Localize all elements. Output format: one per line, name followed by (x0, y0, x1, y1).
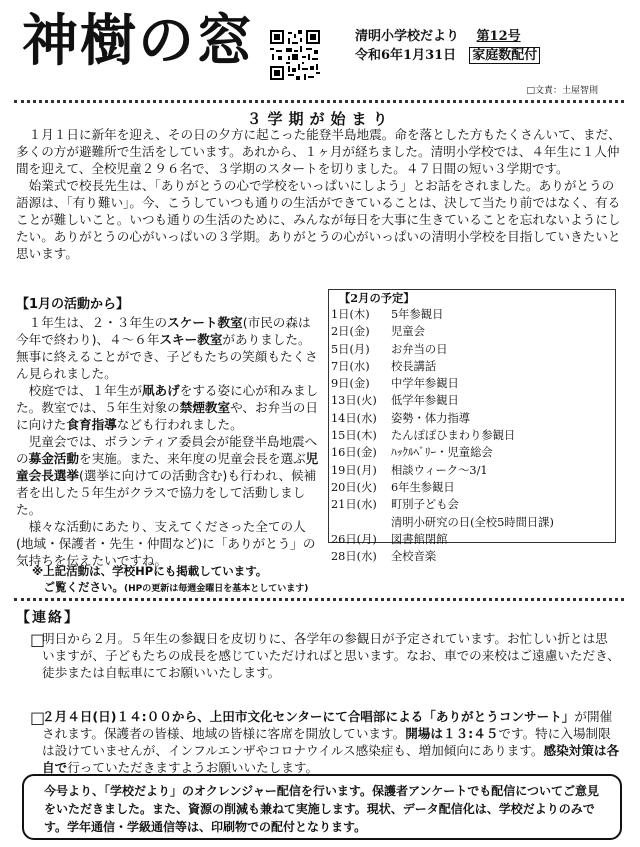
schedule-item (329, 358, 615, 375)
schedule-event: ﾊｯｸﾙﾍﾞﾘｰ・児童総会 (391, 446, 493, 460)
schedule-event: 相談ウィーク～3/1 (391, 463, 488, 477)
schedule-date: 20日(火) (331, 480, 377, 494)
schedule-event: 5年参観日 (391, 308, 444, 321)
schedule-date: 1日(木) (331, 308, 370, 321)
schedule-item (329, 323, 615, 340)
divider (14, 100, 624, 103)
divider (14, 598, 624, 601)
schedule-item (329, 392, 615, 409)
schedule-item (329, 479, 615, 496)
schedule-date: 13日(火) (331, 394, 377, 408)
renraku-item (30, 630, 620, 681)
schedule-event: 清明小研究の日(全校5時間日課) (391, 515, 554, 529)
schedule-date (329, 514, 391, 531)
schedule-date: 26日(月) (331, 532, 377, 546)
schedule-event: 児童会 (391, 325, 425, 339)
issue-info (355, 27, 583, 65)
schedule-event: たんぽぽひまわり参観日 (391, 429, 516, 443)
schedule-event: 全校音楽 (391, 550, 437, 564)
schedule-date: 28日(水) (331, 550, 377, 564)
schedule-event: 校長講話 (391, 359, 437, 373)
article-body (16, 126, 626, 262)
schedule-item (329, 427, 615, 444)
activities-heading: 【1月の活動から】 (16, 297, 130, 312)
author-credit: □文責：土屋智則 (526, 86, 598, 96)
schedule-event: 低学年参観日 (391, 394, 459, 408)
delivery-notice-box (22, 774, 622, 840)
schedule-item (329, 548, 615, 565)
activities-paragraph: １年生は、２・３年生のスケート教室(市民の森は今年で終わり)、４～６年スキー教室がありました。無事に終えることができ、子どもたちの笑顔もたくさん見られました。 (16, 315, 318, 381)
schedule-event: 中学年参観日 (391, 377, 459, 391)
issue-date: 令和6年1月31日 (355, 48, 457, 63)
schedule-event: 姿勢・体力指導 (391, 411, 471, 425)
article-heading: ３学期が始まり (246, 110, 394, 128)
renraku-text: ２月４日(日)１４:００から、上田市文化センターにて合唱部による「ありがとうコンサート」が開催されます。保護者の皆様、地域の皆様に客席を開放しています。開場は１３:４５です。特に入場制限は設けていませんが、インフルエンザやコロナウイルス感染症も、増加傾向にあります。感染対策は各自で行っていただきますようお願いいたします。 (42, 709, 620, 775)
schedule-date: 5日(月) (331, 342, 370, 356)
schedule-date: 14日(水) (331, 411, 377, 425)
schedule-date: 7日(水) (331, 359, 370, 373)
article-paragraph: 始業式で校長先生は、「ありがとうの心で学校をいっぱいにしよう」とお話をされました。ありがとうの語源は、「有り難い」。今、こうしていつも通りの生活ができていることは、決して当たり前ではなく、有ることが難しいこと。いつも通りの生活のために、みんなが毎日を大事に生きていることを忘れないようにしたい。ありがとうの心がいっぱいの３学期。ありがとうの心がいっぱいの清明小学校を目指していきたいと思います。 (16, 178, 621, 261)
february-schedule (328, 289, 616, 564)
renraku-item (30, 708, 620, 776)
school-name: 清明小学校だより (355, 29, 460, 44)
schedule-item (329, 444, 615, 461)
distribution-label: 家庭数配付 (469, 47, 540, 64)
schedule-title: 【2月の予定】 (339, 291, 415, 305)
activities-paragraph: 様々な活動にあたり、支えてくださった全ての人(地域・保護者・先生・仲間など)に「ありがとう」の気持ちを伝えたいですね。 (16, 519, 316, 568)
renraku-text: 明日から２月。５年生の参観日を皮切りに、各学年の参観日が予定されています。お忙しい折とは思いますが、子どもたちの成長を感じていただければと思います。なお、車での来校はご遠慮いただき、徒歩または自転車にてお願いいたします。 (42, 631, 620, 680)
schedule-item (329, 531, 615, 548)
hp-note-line: ご覧ください。(HPの更新は毎週金曜日を基本としています) (43, 580, 309, 594)
schedule-date: 21日(水) (331, 498, 377, 512)
schedule-item (329, 462, 615, 479)
schedule-item (329, 496, 615, 513)
schedule-item (329, 410, 615, 427)
schedule-event: 町別子ども会 (391, 498, 459, 512)
schedule-date: 9日(金) (331, 377, 370, 391)
activities-section (16, 293, 321, 569)
activities-paragraph: 校庭では、１年生が凧あげをする姿に心が和みました。教室では、５年生対象の禁煙教室や、お弁当の日に向けた食育指導なども行われました。 (16, 383, 319, 432)
schedule-date: 15日(木) (331, 429, 377, 443)
checkbox-bullet-icon: □ (30, 630, 46, 649)
schedule-date: 19日(月) (331, 463, 377, 477)
schedule-event: 6年生参観日 (391, 480, 455, 494)
hp-note (32, 563, 308, 597)
schedule-event: お弁当の日 (391, 342, 448, 356)
renraku-heading: 【連絡】 (16, 610, 80, 626)
schedule-date: 2日(金) (331, 325, 370, 339)
activities-paragraph: 児童会では、ボランティア委員会が能登半島地震への募金活動を実施。また、来年度の児童会長を選ぶ児童会長選挙(選挙に向けての活動含む)も行われ、候補者を出した５年生がクラスで協力をして活動しました。 (16, 434, 319, 517)
issue-number: 第12号 (476, 29, 521, 44)
delivery-notice-text: 今号より、「学校だより」のオクレンジャー配信を行います。保護者アンケートでも配信についてご意見をいただきました。また、資源の削減も兼ねて実施します。現状、データ配信化は、学校だよりのみです。学年通信・学級通信等は、印刷物での配付となります。 (44, 784, 600, 834)
schedule-date: 16日(金) (331, 446, 377, 460)
schedule-item (329, 514, 615, 531)
schedule-item (329, 341, 615, 358)
schedule-event: 図書館閉館 (391, 532, 448, 546)
checkbox-bullet-icon: □ (30, 708, 46, 727)
schedule-item (329, 306, 615, 323)
article-paragraph: １月１日に新年を迎え、その日の夕方に起こった能登半島地震。命を落とした方もたくさんいて、まだ、多くの方が避難所で生活をしています。あれから、１ヶ月が経ちました。清明小学校では、４年生に１人仲間を迎えて、全校児童２９６名で、３学期のスタートを切りました。４７日間の短い３学期です。 (16, 127, 621, 176)
schedule-item (329, 375, 615, 392)
hp-note-line: ※上記活動は、学校HPにも掲載しています。 (32, 564, 268, 578)
qr-code-icon (270, 30, 320, 80)
newsletter-title: 神樹の窓 (22, 8, 254, 74)
